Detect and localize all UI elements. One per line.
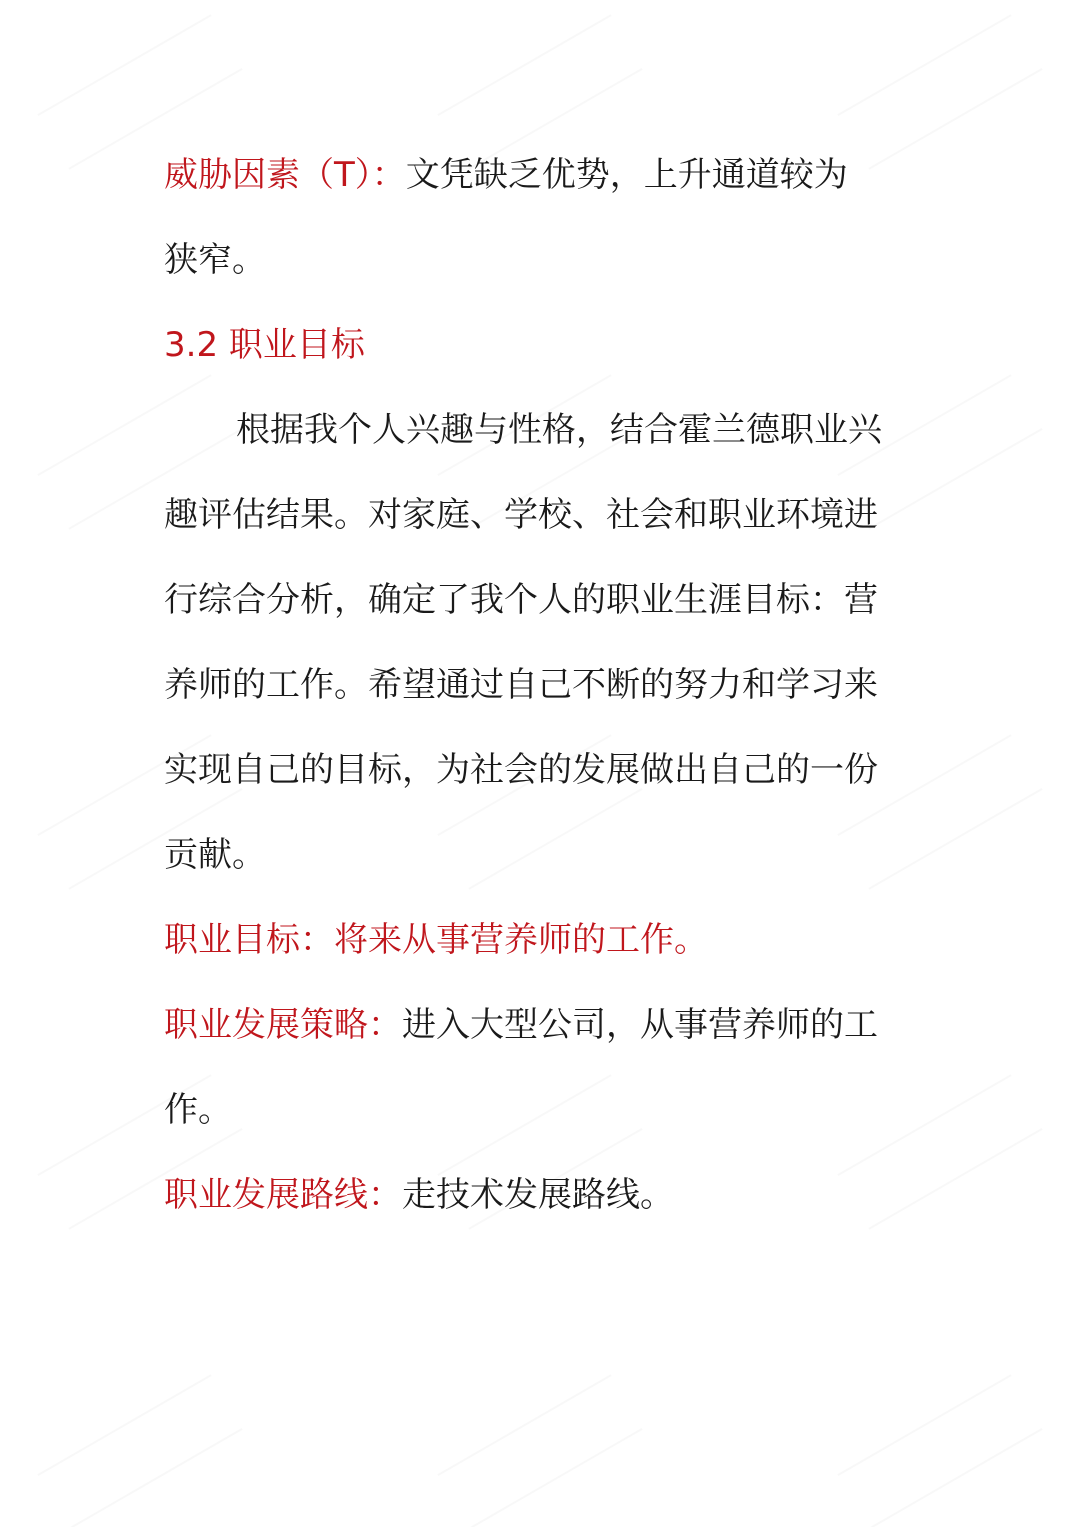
strategy-text-1: 进入大型公司，从事营养师的工 (402, 1005, 878, 1045)
threat-label: 威胁因素（T）： (164, 155, 406, 195)
strategy-label: 职业发展策略： (164, 1005, 402, 1045)
career-goal: 职业目标：将来从事营养师的工作。 (164, 920, 708, 960)
paragraph-line: 养师的工作。希望通过自己不断的努力和学习来 (164, 665, 878, 705)
strategy-line-1 (164, 1000, 916, 1050)
threat-line-2 (164, 235, 916, 285)
threat-text-2: 狭窄。 (164, 240, 266, 280)
paragraph-line: 实现自己的目标，为社会的发展做出自己的一份 (164, 750, 878, 790)
paragraph-line: 根据我个人兴趣与性格，结合霍兰德职业兴 (236, 410, 882, 450)
paragraph-line: 行综合分析，确定了我个人的职业生涯目标：营 (164, 580, 878, 620)
paragraph-line: 贡献。 (164, 835, 266, 875)
threat-line-1 (164, 150, 916, 200)
route-line (164, 1170, 916, 1220)
section-heading: 3.2 职业目标 (164, 325, 365, 365)
threat-text-1: 文凭缺乏优势，上升通道较为 (405, 155, 848, 195)
route-label: 职业发展路线： (164, 1175, 402, 1215)
paragraph-line: 趣评估结果。对家庭、学校、社会和职业环境进 (164, 495, 878, 535)
strategy-text-2: 作。 (164, 1090, 232, 1130)
route-text: 走技术发展路线。 (402, 1175, 674, 1215)
strategy-line-2 (164, 1085, 916, 1135)
